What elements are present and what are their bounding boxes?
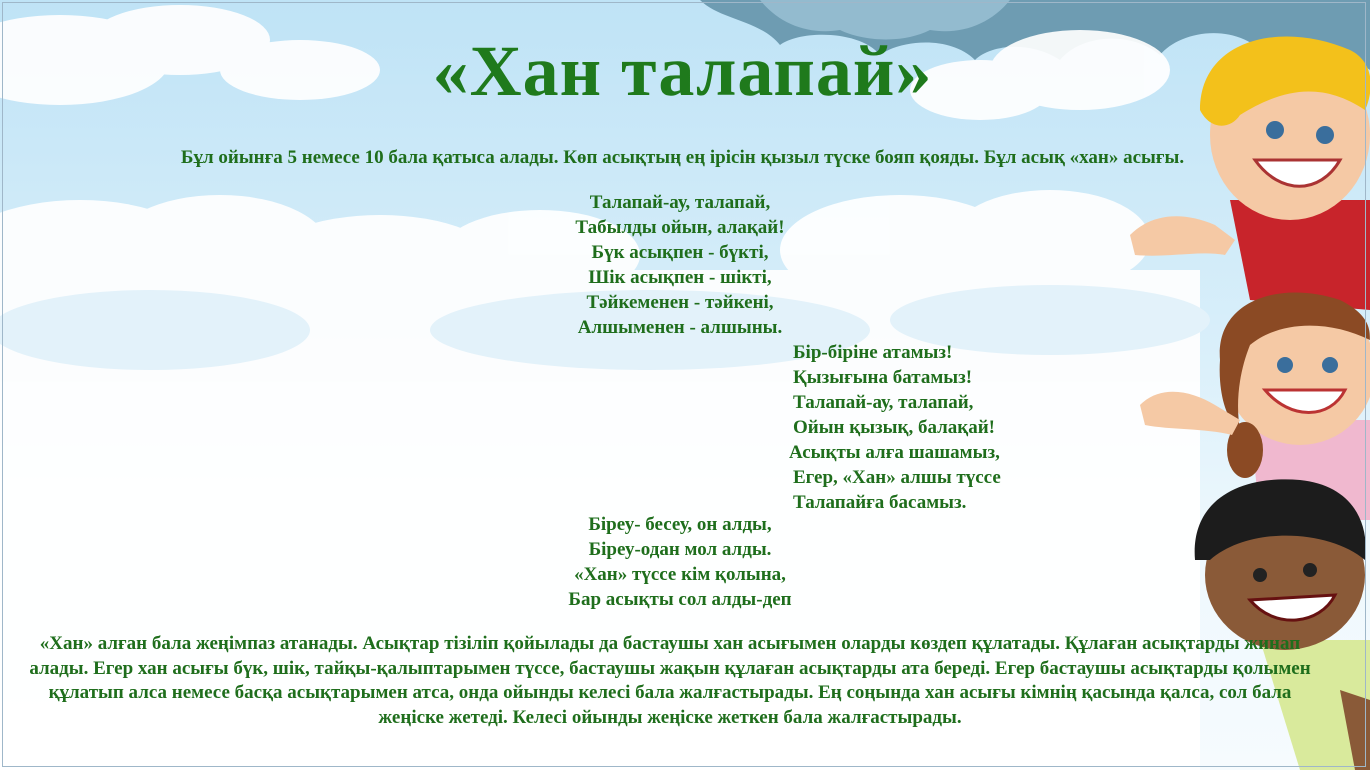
verse-line: Алшыменен - алшыны. bbox=[577, 317, 783, 338]
verse-line: Біреу-одан мол алды. bbox=[588, 539, 772, 560]
verse-line: Асықты алға шашамыз, bbox=[789, 442, 1000, 463]
verse-block-1 bbox=[430, 190, 930, 340]
rules-paragraph: «Хан» алған бала жеңімпаз атанады. Асықтар тізіліп қойылады да бастаушы хан асығымен оларды көздеп құлатады. Құлаған асықтарды жинап алады. Егер хан асығы бүк, шік, тайқы-қалыптарымен түссе, бастаушы жақын құлаған асықтарды ата береді. Егер бастаушы асықтарды қолымен құлатып алса немесе басқа асықтарымен атса, онда ойынды келесі бала жалғастырады. Ең соңында хан асығы кімнің қасында қалса, сол бала жеңіске жетеді. Келесі ойынды жеңіске жеткен бала жалғастырады. bbox=[29, 633, 1311, 728]
verse-line: Талапай-ау, талапай, bbox=[589, 192, 771, 213]
slide-title: «Хан талапай» bbox=[432, 31, 933, 111]
verse-line: Бар асықты сол алды-деп bbox=[568, 589, 792, 610]
verse-line: «Хан» түссе кім қолына, bbox=[574, 564, 786, 585]
verse-line: Ойын қызық, балақай! bbox=[793, 417, 996, 438]
verse-block-3 bbox=[430, 512, 930, 612]
verse-line: Талапайға басамыз. bbox=[793, 492, 967, 513]
verse-line: Табылды ойын, алақай! bbox=[575, 217, 785, 238]
verse-line: Бір-біріне атамыз! bbox=[793, 342, 953, 363]
intro-paragraph: Бұл ойынға 5 немесе 10 бала қатыса алады. Көп асықтың ең ірісін қызыл түске бояп қояды. Бұл асық «хан» асығы. bbox=[180, 147, 1185, 168]
verse-line: Бүк асықпен - бүкті, bbox=[591, 242, 769, 263]
verse-line: Тәйкеменен - тәйкені, bbox=[586, 292, 774, 313]
verse-line: Қызығына батамыз! bbox=[793, 367, 973, 388]
verse-line: Егер, «Хан» алшы түссе bbox=[793, 467, 1001, 488]
verse-block-2 bbox=[785, 340, 1065, 515]
verse-line: Шік асықпен - шікті, bbox=[588, 267, 772, 288]
verse-line: Талапай-ау, талапай, bbox=[793, 392, 974, 413]
verse-line: Біреу- бесеу, он алды, bbox=[588, 514, 772, 535]
